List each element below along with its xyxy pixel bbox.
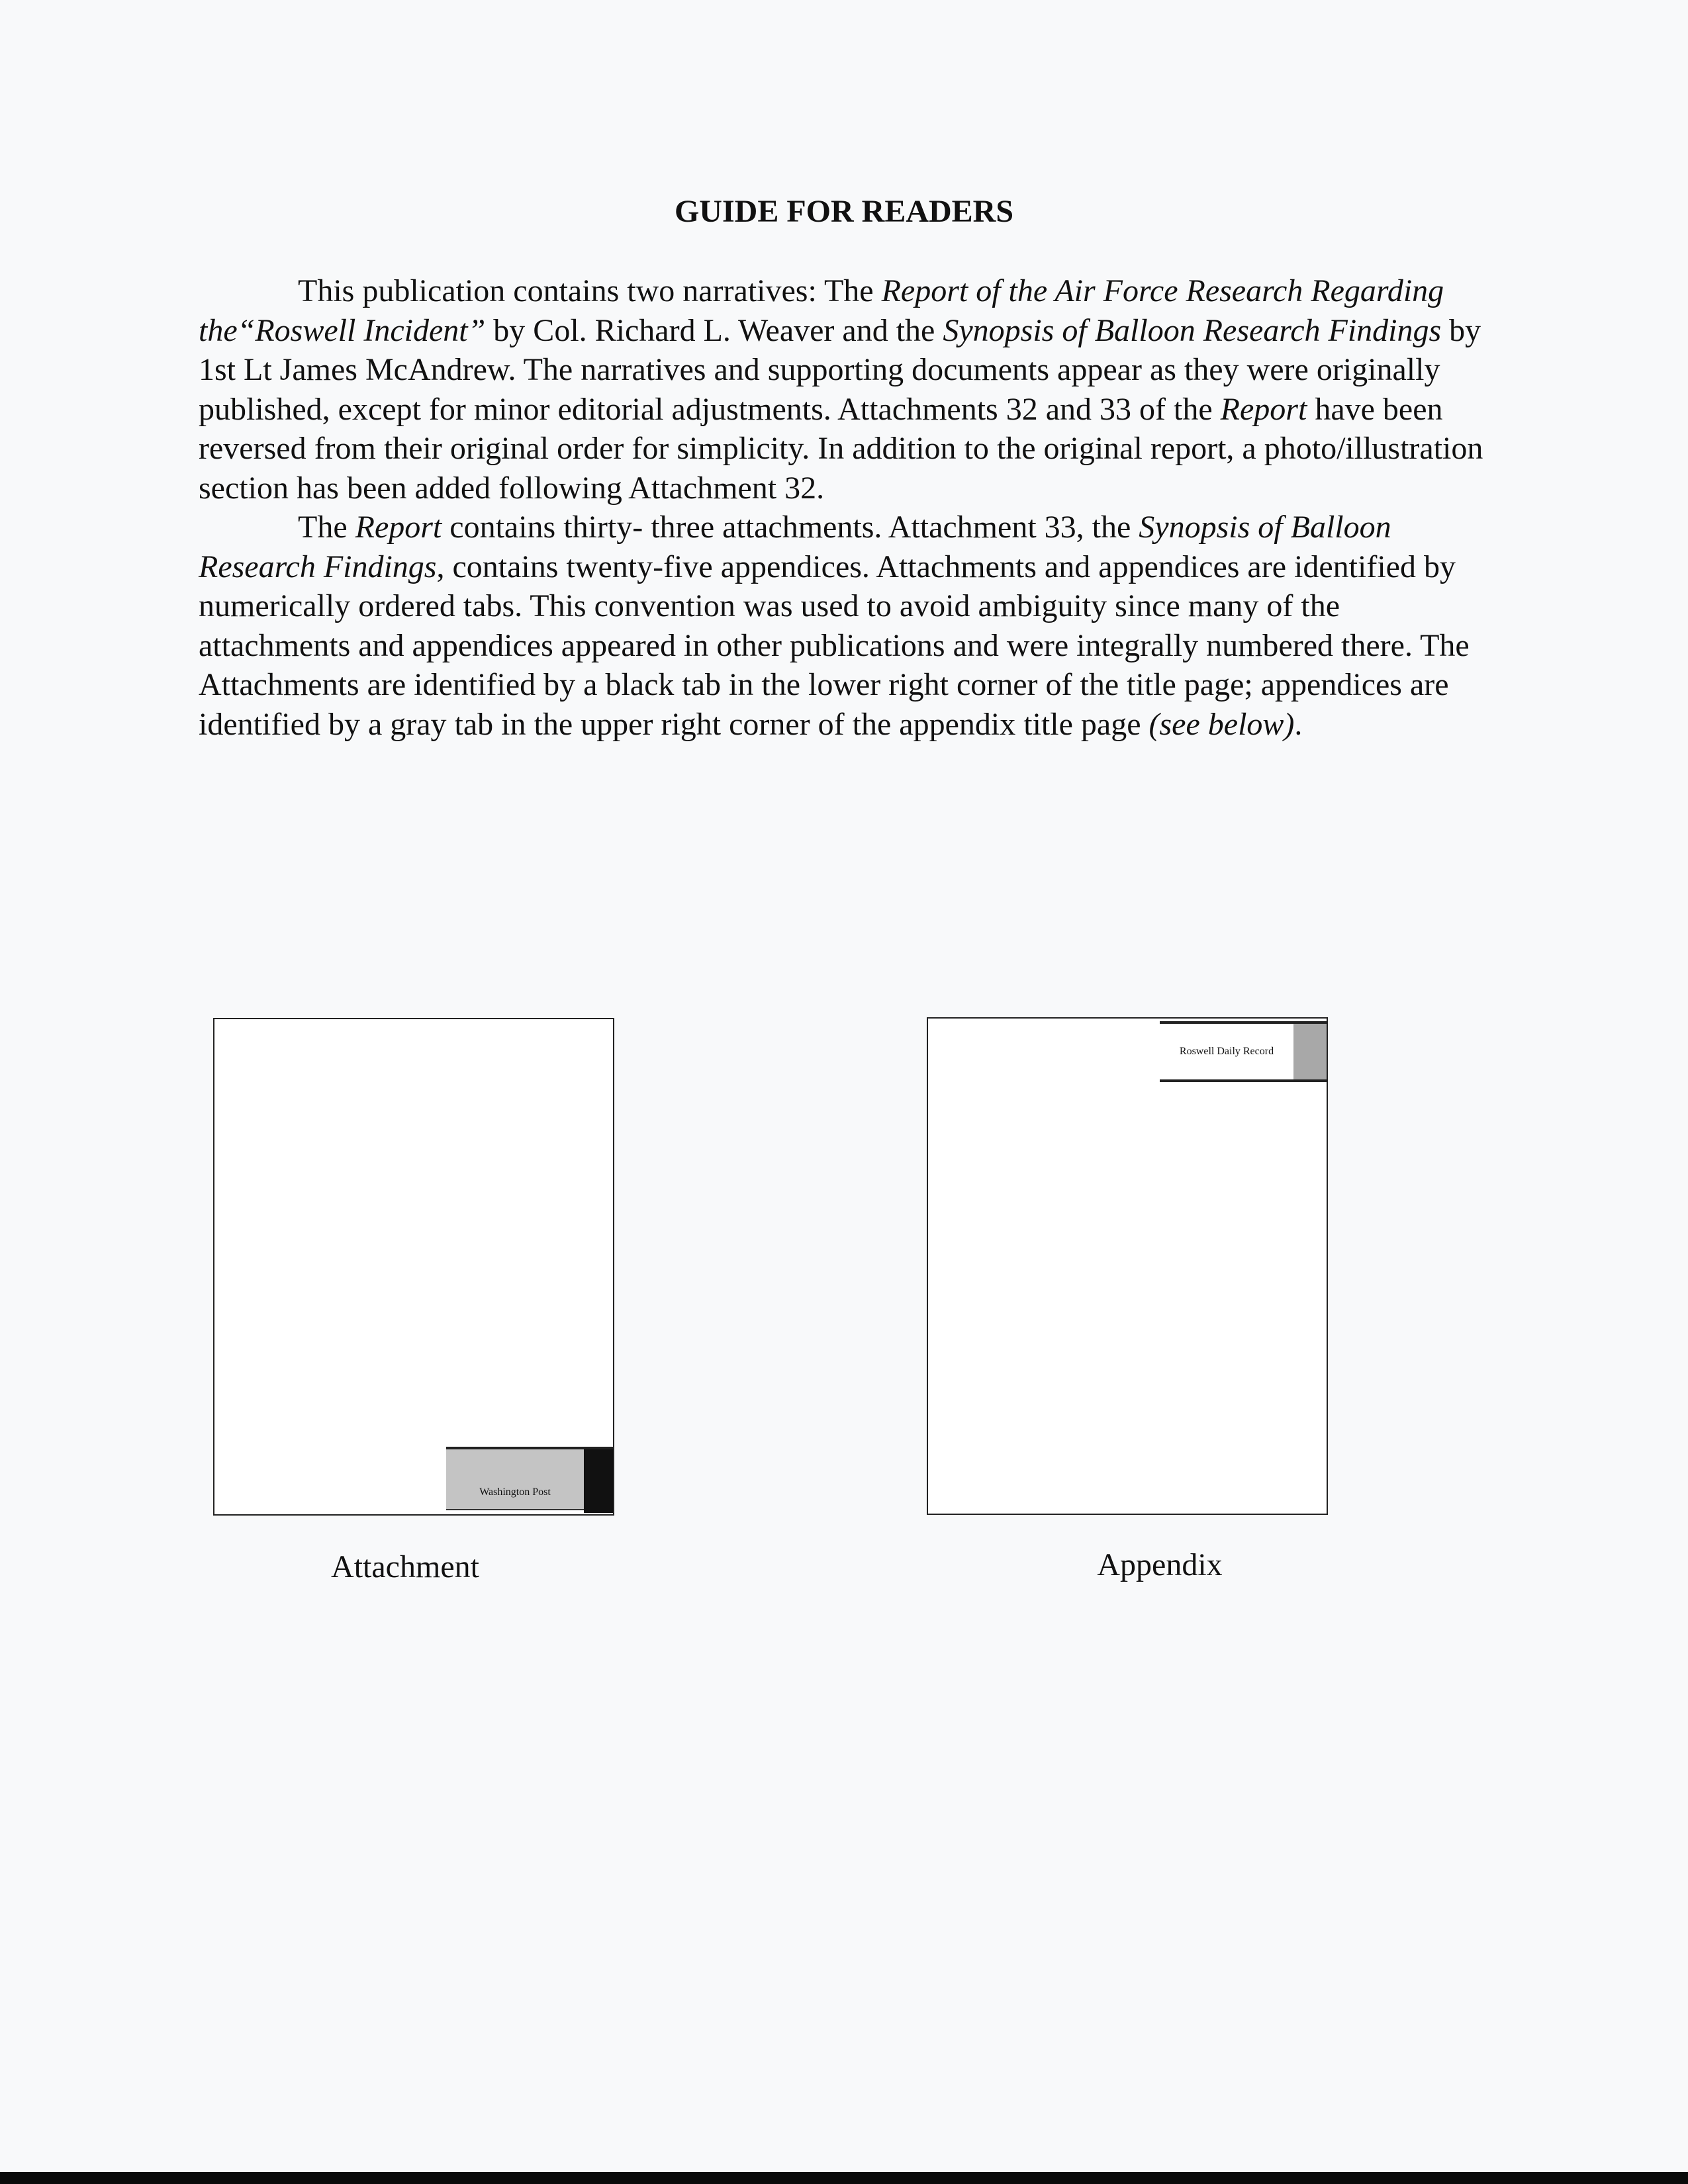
paragraph-1: This publication contains two narratives: The Report of the Air Force Research Regarding the“Roswell Incident” by Col. Richard L. Weaver and the Synopsis of Balloon Research Findings by 1st Lt James McAndrew. The narratives and supporting documents appear as they were originally published, except for minor editorial adjustments. Attachments 32 and 33 of the Report have been reversed from their original order for simplicity. In addition to the original report, a photo/illustration section has been added following Attachment 32. (199, 273, 1483, 506)
appendix-caption: Appendix (1097, 1547, 1223, 1582)
appendix-example-page (927, 1017, 1328, 1515)
appendix-tab-rule-bottom (1160, 1079, 1327, 1082)
page-title: GUIDE FOR READERS (674, 194, 1014, 229)
attachment-black-tab (584, 1449, 613, 1513)
body-text (199, 271, 1496, 744)
attachment-tab-label-area (446, 1449, 584, 1510)
appendix-gray-tab (1293, 1024, 1327, 1079)
scan-edge-bar (0, 2172, 1688, 2184)
attachment-example-page (213, 1018, 614, 1516)
attachment-tab-label: Washington Post (479, 1486, 551, 1498)
attachment-caption: Attachment (331, 1549, 479, 1584)
paragraph-2: The Report contains thirty- three attachments. Attachment 33, the Synopsis of Balloon Research Findings, contains twenty-five appendices. Attachments and appendices are identified by numerically ordered tabs. This convention was used to avoid ambiguity since many of the attachments and appendices appeared in other publications and were integrally numbered there. The Attachments are identified by a black tab in the lower right corner of the title page; appendices are identified by a gray tab in the upper right corner of the appendix title page (see below). (199, 510, 1470, 742)
appendix-tab-label: Roswell Daily Record (1179, 1046, 1274, 1057)
